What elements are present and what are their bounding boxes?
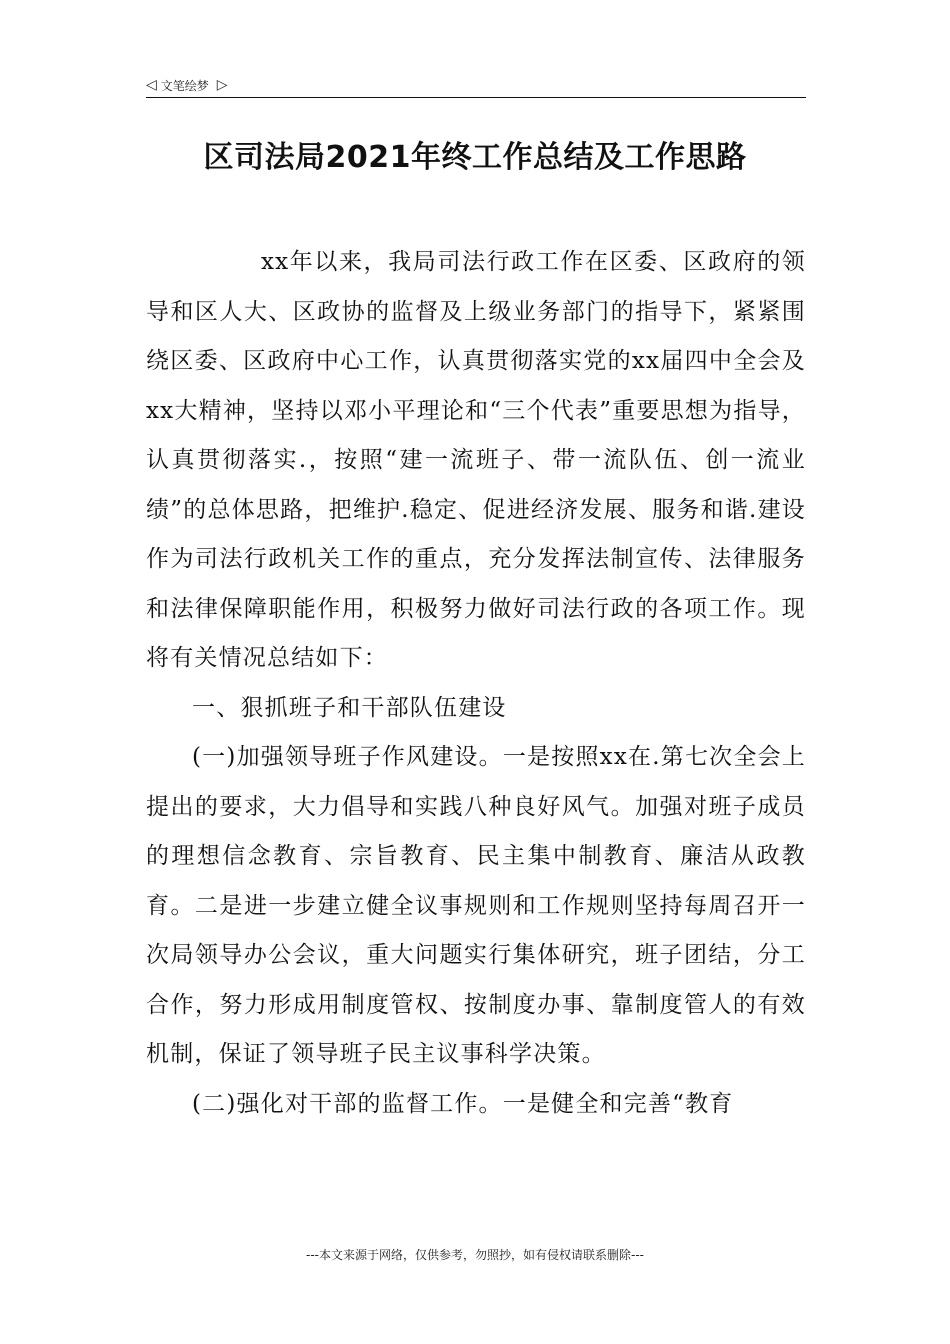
document-title: 区司法局2021年终工作总结及工作思路: [203, 140, 747, 175]
triangle-left-icon: ◁: [146, 77, 157, 93]
triangle-right-icon: ▷: [216, 77, 228, 93]
paragraph-supervision: (二)强化对干部的监督工作。一是健全和完善“教育: [192, 1090, 734, 1117]
section-heading: 一、狠抓班子和干部队伍建设: [192, 694, 507, 721]
header-divider: [146, 97, 806, 98]
document-footer: ---本文来源于网络，仅供参考，勿照抄，如有侵权请联系删除---: [306, 1248, 644, 1262]
paragraph-intro: xx年以来，我局司法行政工作在区委、区政府的领导和区人大、区政协的监督及上级业务部门的指导下，紧紧围绕区委、区政府中心工作，认真贯彻落实党的xx届四中全会及xx大精神，坚持以邓小平理论和“三个代表”重要思想为指导，认真贯彻落实.，按照“建一流班子、带一流队伍、创一流业绩”的总体思路，把维护.稳定、促进经济发展、服务和谐.建设作为司法行政机关工作的重点，充分发挥法制宣传、法律服务和法律保障职能作用，积极努力做好司法行政的各项工作。现将有关情况总结如下：: [146, 249, 806, 671]
paragraph-leadership: (一)加强领导班子作风建设。一是按照xx在.第七次全会上提出的要求，大力倡导和实践八种良好风气。加强对班子成员的理想信念教育、宗旨教育、民主集中制教育、廉洁从政教育。二是进一步建立健全议事规则和工作规则坚持每周召开一次局领导办公会议，重大问题实行集体研究，班子团结，分工合作，努力形成用制度管权、按制度办事、靠制度管人的有效机制，保证了领导班子民主议事科学决策。: [146, 744, 806, 1067]
document-body: [146, 238, 806, 1129]
brand-label: 文笔绘梦: [160, 78, 209, 93]
document-header: [146, 74, 806, 96]
